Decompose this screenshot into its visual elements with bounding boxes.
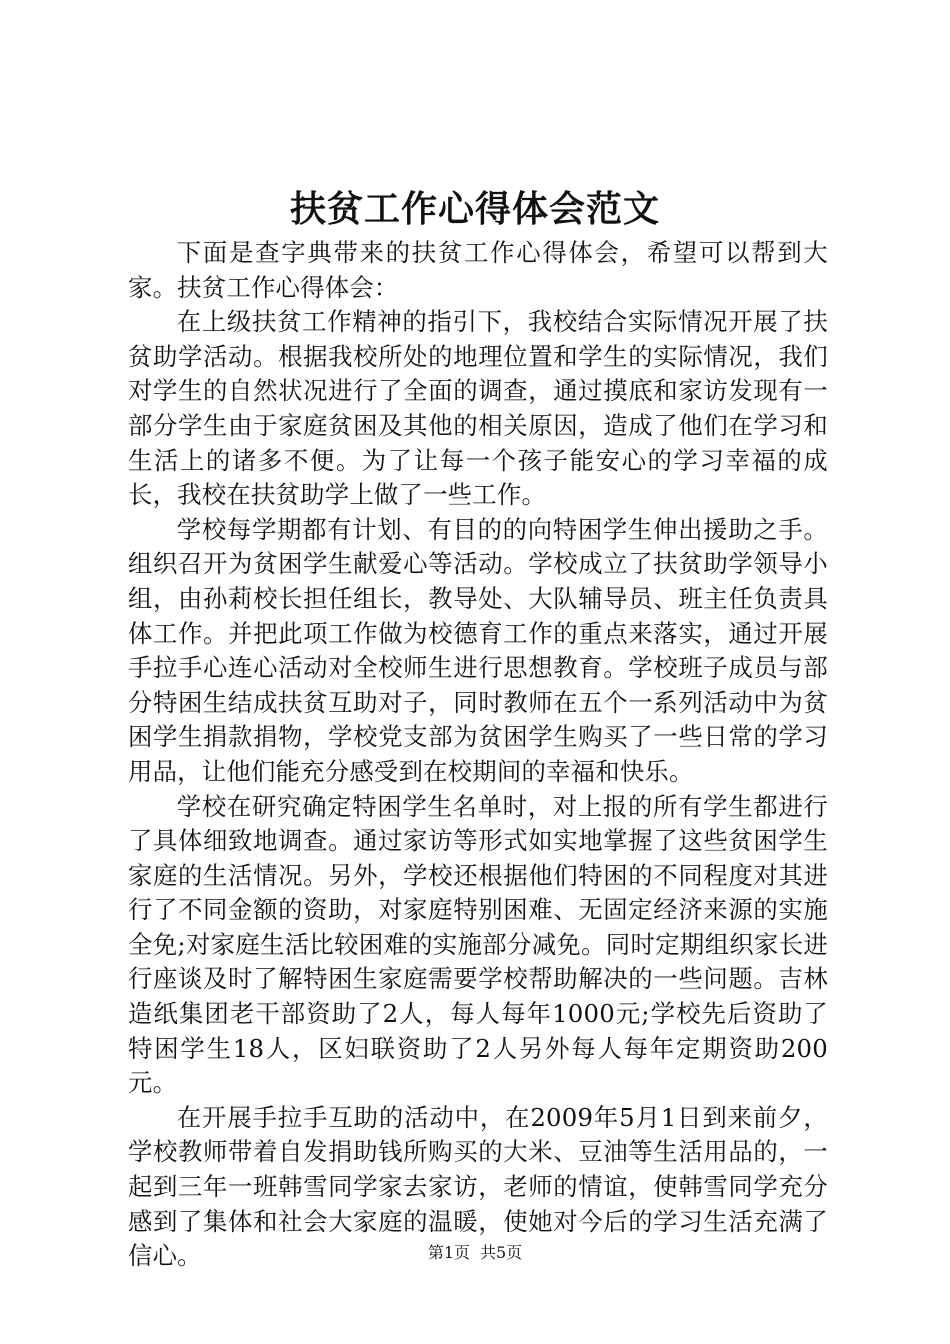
paragraph-investigation: 学校在研究确定特困学生名单时，对上报的所有学生都进行了具体细致地调查。通过家访等形式如实地掌握了这些贫困学生家庭的生活情况。另外，学校还根据他们特困的不同程度对其进行了不同金额的资助，对家庭特别困难、无固定经济来源的实施全免;对家庭生活比较困难的实施部分减免。同时定期组织家长进行座谈及时了解特困生家庭需要学校帮助解决的一些问题。吉林造纸集团老干部资助了2人，每人每年1000元;学校先后资助了特困学生18人，区妇联资助了2人另外每人每年定期资助200元。 <box>128 791 828 1098</box>
document-title: 扶贫工作心得体会范文 <box>289 189 660 230</box>
page-total: 共5页 <box>480 1243 523 1262</box>
document-body <box>128 236 828 1274</box>
paragraph-activities: 学校每学期都有计划、有目的的向特困学生伸出援助之手。组织召开为贫困学生献爱心等活动。学校成立了扶贫助学领导小组，由孙莉校长担任组长，教导处、大队辅导员、班主任负责具体工作。并把此项工作做为校德育工作的重点来落实，通过开展手拉手心连心活动对全校师生进行思想教育。学校班子成员与部分特困生结成扶贫互助对子，同时教师在五个一系列活动中为贫困学生捐款捐物，学校党支部为贫困学生购买了一些日常的学习用品，让他们能充分感受到在校期间的幸福和快乐。 <box>128 514 828 786</box>
paragraph-background: 在上级扶贫工作精神的指引下，我校结合实际情况开展了扶贫助学活动。根据我校所处的地理位置和学生的实际情况，我们对学生的自然状况进行了全面的调查，通过摸底和家访发现有一部分学生由于家庭贫困及其他的相关原因，造成了他们在学习和生活上的诸多不便。为了让每一个孩子能安心的学习幸福的成长，我校在扶贫助学上做了一些工作。 <box>128 307 828 510</box>
page-number: 第1页 <box>427 1243 470 1262</box>
paragraph-home-visit: 在开展手拉手互助的活动中，在2009年5月1日到来前夕，学校教师带着自发捐助钱所购买的大米、豆油等生活用品的，一起到三年一班韩雪同学家去家访，老师的情谊，使韩雪同学充分感到了集体和社会大家庭的温暖，使她对今后的学习生活充满了信心。 <box>128 1102 828 1271</box>
paragraph-intro: 下面是查字典带来的扶贫工作心得体会，希望可以帮到大家。扶贫工作心得体会： <box>128 238 828 302</box>
page-footer <box>0 1243 950 1263</box>
